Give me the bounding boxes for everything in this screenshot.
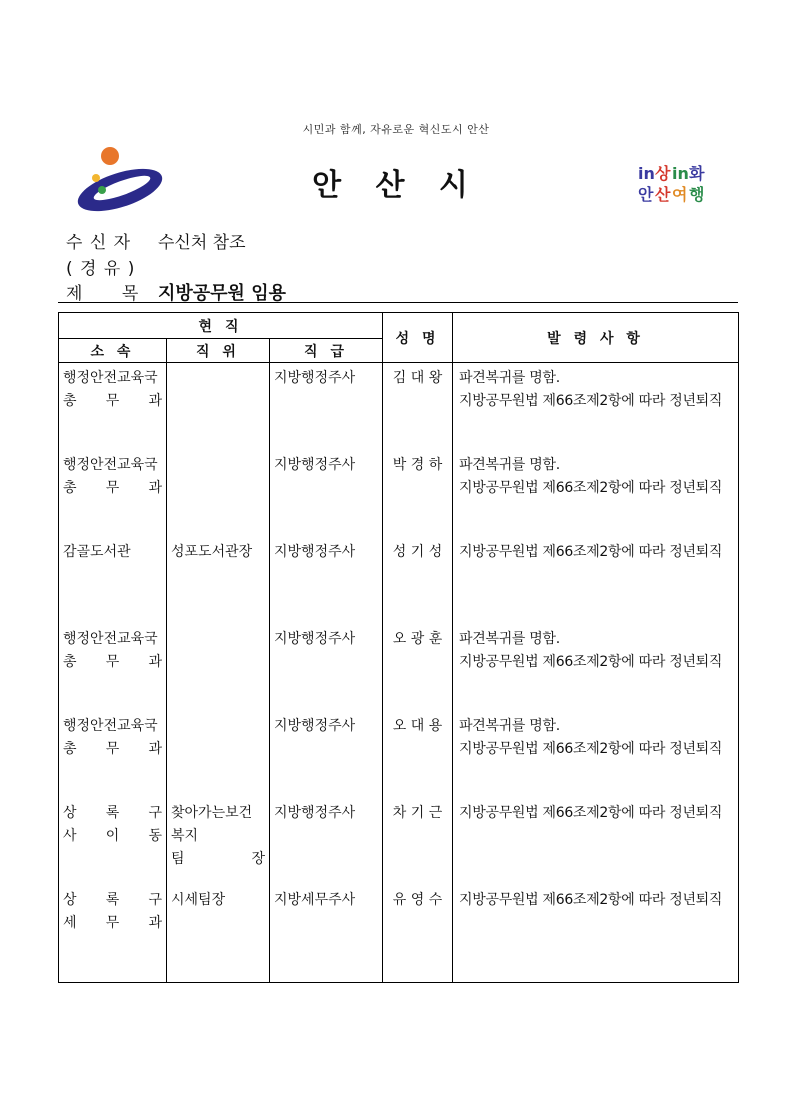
svg-text:in: in bbox=[638, 164, 655, 183]
affiliation-cell-line: 상 록 구 bbox=[63, 804, 162, 821]
affiliation-cell-line: 행정안전교육국 bbox=[63, 370, 158, 386]
table-row bbox=[59, 711, 739, 798]
name-cell bbox=[383, 711, 453, 798]
table-row bbox=[59, 363, 739, 450]
order-cell-line: 지방공무원법 제66조제2항에 따라 정년퇴직 bbox=[459, 740, 723, 757]
via-label: ( 경 유 ) bbox=[66, 259, 136, 279]
affiliation-cell-line: 총 무 과 bbox=[63, 653, 162, 670]
order-cell-line: 파견복귀를 명함. bbox=[459, 456, 560, 473]
name-cell-line: 유 영 수 bbox=[392, 891, 443, 908]
table-row bbox=[59, 885, 739, 983]
position-cell bbox=[167, 711, 270, 798]
rank-cell bbox=[270, 711, 383, 798]
order-cell bbox=[453, 537, 739, 624]
rank-header: 직 급 bbox=[270, 339, 383, 363]
order-cell bbox=[453, 624, 739, 711]
svg-text:in: in bbox=[672, 164, 689, 183]
order-cell-line: 파견복귀를 명함. bbox=[459, 370, 560, 386]
svg-text:안: 안 bbox=[638, 185, 654, 204]
name-cell-line: 차 기 근 bbox=[392, 804, 443, 821]
affiliation-cell bbox=[59, 450, 167, 537]
position-header: 직 위 bbox=[167, 339, 270, 363]
name-cell bbox=[383, 885, 453, 983]
recipient-line bbox=[66, 228, 246, 253]
order-cell bbox=[453, 711, 739, 798]
affiliation-cell-line: 세 무 과 bbox=[63, 914, 162, 931]
affiliation-cell-line: 총 무 과 bbox=[63, 393, 162, 409]
affiliation-cell bbox=[59, 711, 167, 798]
table-row bbox=[59, 537, 739, 624]
current-post-header: 현 직 bbox=[59, 313, 383, 339]
name-cell bbox=[383, 798, 453, 885]
name-cell bbox=[383, 363, 453, 450]
rank-cell-line: 지방행정주사 bbox=[274, 630, 356, 647]
position-cell bbox=[167, 798, 270, 885]
order-cell-line: 지방공무원법 제66조제2항에 따라 정년퇴직 bbox=[459, 804, 723, 821]
affiliation-cell bbox=[59, 885, 167, 983]
affiliation-cell-line: 사 이 동 bbox=[63, 827, 162, 844]
svg-text:행: 행 bbox=[689, 185, 705, 204]
position-cell bbox=[167, 537, 270, 624]
affiliation-cell bbox=[59, 624, 167, 711]
order-cell-line: 파견복귀를 명함. bbox=[459, 717, 560, 734]
position-cell-line: 찾아가는보건복지 bbox=[171, 804, 253, 844]
name-cell bbox=[383, 450, 453, 537]
brand-logo bbox=[632, 160, 716, 204]
position-cell bbox=[167, 885, 270, 983]
table-row bbox=[59, 798, 739, 885]
affiliation-cell-line: 총 무 과 bbox=[63, 740, 162, 757]
affiliation-cell bbox=[59, 537, 167, 624]
svg-text:화: 화 bbox=[689, 164, 705, 183]
rank-cell-line: 지방행정주사 bbox=[274, 370, 356, 386]
subject-value: 지방공무원 임용 bbox=[158, 283, 286, 304]
position-cell-line: 팀 장 bbox=[171, 850, 265, 867]
position-cell bbox=[167, 624, 270, 711]
order-cell bbox=[453, 885, 739, 983]
position-cell-line: 성포도서관장 bbox=[171, 543, 253, 560]
order-cell-line: 지방공무원법 제66조제2항에 따라 정년퇴직 bbox=[459, 543, 723, 560]
affiliation-cell-line: 행정안전교육국 bbox=[63, 630, 158, 647]
rank-cell-line: 지방행정주사 bbox=[274, 456, 356, 473]
affiliation-cell-line: 행정안전교육국 bbox=[63, 717, 158, 734]
name-cell-line: 오 대 용 bbox=[392, 717, 443, 734]
table-row bbox=[59, 624, 739, 711]
order-header: 발 령 사 항 bbox=[453, 313, 739, 363]
order-cell bbox=[453, 363, 739, 450]
table-row bbox=[59, 450, 739, 537]
order-cell-line: 지방공무원법 제66조제2항에 따라 정년퇴직 bbox=[459, 479, 723, 496]
name-cell-line: 박 경 하 bbox=[392, 456, 443, 473]
affiliation-cell-line: 감골도서관 bbox=[63, 543, 131, 560]
rank-cell bbox=[270, 450, 383, 537]
rank-cell-line: 지방행정주사 bbox=[274, 804, 356, 821]
affiliation-cell-line: 총 무 과 bbox=[63, 479, 162, 496]
name-cell-line: 김 대 왕 bbox=[392, 370, 443, 386]
name-cell-line: 성 기 성 bbox=[392, 543, 443, 560]
svg-text:여: 여 bbox=[672, 185, 688, 204]
brand-logo-lettering bbox=[632, 160, 716, 204]
recipient-value: 수신처 참조 bbox=[158, 233, 246, 253]
header-rule bbox=[58, 302, 738, 303]
via-line bbox=[66, 254, 158, 279]
svg-text:산: 산 bbox=[655, 185, 671, 204]
position-cell-line: 시세팀장 bbox=[171, 891, 226, 908]
order-cell-line: 파견복귀를 명함. bbox=[459, 630, 560, 647]
rank-cell bbox=[270, 363, 383, 450]
svg-text:상: 상 bbox=[655, 164, 671, 183]
position-cell bbox=[167, 450, 270, 537]
name-cell bbox=[383, 624, 453, 711]
rank-cell bbox=[270, 624, 383, 711]
affiliation-cell-line: 상 록 구 bbox=[63, 891, 162, 908]
rank-cell bbox=[270, 798, 383, 885]
rank-cell-line: 지방세무주사 bbox=[274, 891, 356, 908]
order-cell-line: 지방공무원법 제66조제2항에 따라 정년퇴직 bbox=[459, 891, 723, 908]
position-cell bbox=[167, 363, 270, 450]
recipient-label: 수 신 자 bbox=[66, 233, 132, 253]
rank-cell-line: 지방행정주사 bbox=[274, 717, 356, 734]
order-cell bbox=[453, 798, 739, 885]
slogan: 시민과 함께, 자유로운 혁신도시 안산 bbox=[302, 123, 490, 136]
subject-label: 제 목 bbox=[66, 284, 140, 304]
name-cell bbox=[383, 537, 453, 624]
document-title: 안 산 시 bbox=[312, 168, 480, 203]
rank-cell-line: 지방행정주사 bbox=[274, 543, 356, 560]
name-header: 성 명 bbox=[383, 313, 453, 363]
order-cell-line: 지방공무원법 제66조제2항에 따라 정년퇴직 bbox=[459, 653, 723, 670]
rank-cell bbox=[270, 537, 383, 624]
order-cell-line: 지방공무원법 제66조제2항에 따라 정년퇴직 bbox=[459, 393, 723, 409]
affiliation-cell bbox=[59, 798, 167, 885]
appointment-table bbox=[58, 312, 739, 983]
affiliation-cell bbox=[59, 363, 167, 450]
affiliation-cell-line: 행정안전교육국 bbox=[63, 456, 158, 473]
affiliation-header: 소 속 bbox=[59, 339, 167, 363]
order-cell bbox=[453, 450, 739, 537]
rank-cell bbox=[270, 885, 383, 983]
name-cell-line: 오 광 훈 bbox=[392, 630, 443, 647]
